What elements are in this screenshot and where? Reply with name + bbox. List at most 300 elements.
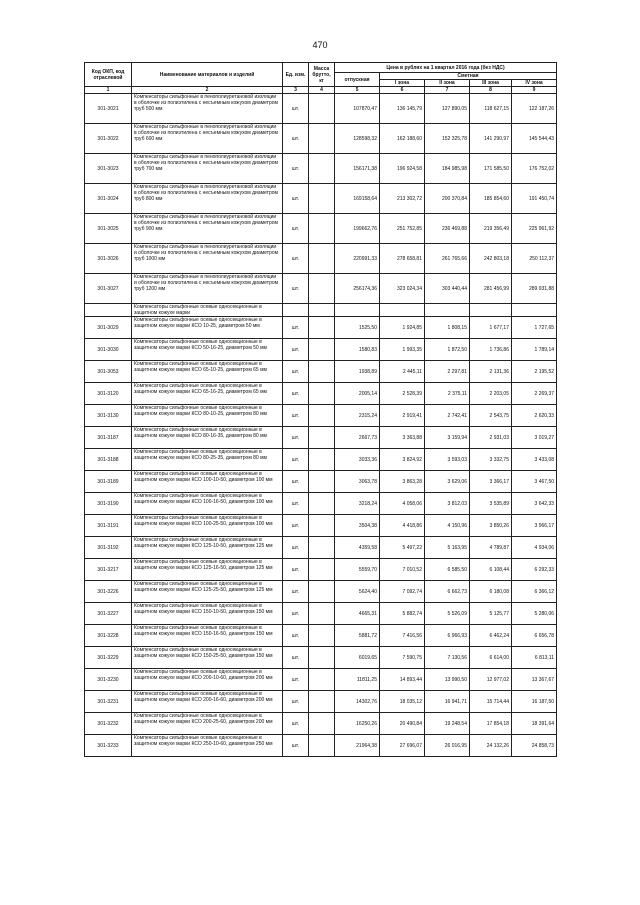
header-unit: Ед. изм. [283, 63, 309, 87]
row-zone4-price: 6 292,33 [512, 559, 557, 581]
row-unit: шт. [283, 244, 309, 274]
row-release-price: 2005,14 [335, 383, 380, 405]
table-row [85, 124, 557, 154]
table-row [85, 603, 557, 625]
row-mass [309, 691, 335, 713]
row-zone4-price: 24 858,73 [512, 735, 557, 757]
row-zone1-price: 18 035,12 [380, 691, 425, 713]
row-name: Компенсаторы сильфонные осевые односекционные в защитном кожухе марки КСО 10-25, диаметром 50 мм [132, 317, 283, 339]
table-row [85, 735, 557, 757]
row-code: 301-3023 [85, 154, 132, 184]
row-release-price: 128598,32 [335, 124, 380, 154]
row-unit: шт. [283, 625, 309, 647]
row-release-price: 2315,24 [335, 405, 380, 427]
row-mass [309, 537, 335, 559]
row-mass [309, 124, 335, 154]
row-mass [309, 669, 335, 691]
row-zone1-price: 3 863,28 [380, 471, 425, 493]
row-mass [309, 383, 335, 405]
row-zone4-price: 145 544,43 [512, 124, 557, 154]
row-mass [309, 94, 335, 124]
table-row [85, 537, 557, 559]
row-unit: шт. [283, 383, 309, 405]
row-mass [309, 559, 335, 581]
row-zone4-price: 3 642,33 [512, 493, 557, 515]
row-name: Компенсаторы сильфонные осевые односекционные в защитном кожухе марки КСО 250-10-60, диаметром 250 мм [132, 735, 283, 757]
price-table-body [85, 94, 557, 757]
row-release-price: 1525,50 [335, 317, 380, 339]
row-code: 301-3025 [85, 214, 132, 244]
row-release-price: 21964,38 [335, 735, 380, 757]
row-zone1-price: 20 490,84 [380, 713, 425, 735]
row-name: Компенсаторы сильфонные в пенополиуретановой изоляции в оболочке из полиэтилена с несъемным кожухом диаметром труб 800 мм [132, 184, 283, 214]
row-zone1-price [380, 304, 425, 317]
row-zone4-price: 191 450,74 [512, 184, 557, 214]
row-zone2-price: 3 812,03 [425, 493, 470, 515]
row-unit: шт. [283, 581, 309, 603]
row-zone4-price: 122 187,26 [512, 94, 557, 124]
row-zone3-price: 24 132,26 [470, 735, 512, 757]
column-index: 3 [283, 87, 309, 94]
row-zone2-price: 261 765,66 [425, 244, 470, 274]
table-row [85, 471, 557, 493]
row-unit: шт. [283, 94, 309, 124]
row-unit: шт. [283, 405, 309, 427]
row-code: 301-3227 [85, 603, 132, 625]
row-unit: шт. [283, 735, 309, 757]
row-code: 301-3029 [85, 317, 132, 339]
table-row [85, 669, 557, 691]
table-row [85, 427, 557, 449]
row-code: 301-3021 [85, 94, 132, 124]
row-code: 301-3229 [85, 647, 132, 669]
row-mass [309, 603, 335, 625]
header-price-group: Цена в рублях на 1 квартал 2016 года (без НДС) [335, 63, 557, 73]
row-unit: шт. [283, 691, 309, 713]
row-mass [309, 154, 335, 184]
row-zone3-price: 17 854,18 [470, 713, 512, 735]
price-table [84, 62, 557, 757]
row-code: 301-3022 [85, 124, 132, 154]
row-unit: шт. [283, 647, 309, 669]
row-unit: шт. [283, 361, 309, 383]
row-name: Компенсаторы сильфонные в пенополиуретановой изоляции в оболочке из полиэтилена с несъемным кожухом диаметром труб 700 мм [132, 154, 283, 184]
row-zone2-price: 152 325,78 [425, 124, 470, 154]
row-zone3-price: 1 736,86 [470, 339, 512, 361]
row-code: 301-3191 [85, 515, 132, 537]
row-unit: шт. [283, 317, 309, 339]
row-zone3-price: 242 803,18 [470, 244, 512, 274]
row-mass [309, 339, 335, 361]
row-name: Компенсаторы сильфонные осевые односекционные в защитном кожухе марки КСО 80-10-25, диаметром 80 мм [132, 405, 283, 427]
row-zone4-price: 3 966,17 [512, 515, 557, 537]
row-code: 301-3188 [85, 449, 132, 471]
header-mass: Масса брутто, кг [309, 63, 335, 87]
row-zone3-price: 15 714,44 [470, 691, 512, 713]
row-zone1-price: 1 993,35 [380, 339, 425, 361]
row-name: Компенсаторы сильфонные осевые односекционные в защитном кожухе марки КСО 80-25-35, диаметром 80 мм [132, 449, 283, 471]
row-release-price: 220991,33 [335, 244, 380, 274]
row-release-price: 256174,36 [335, 274, 380, 304]
row-release-price: 4665,31 [335, 603, 380, 625]
row-zone4-price: 225 961,92 [512, 214, 557, 244]
row-zone3-price: 12 977,02 [470, 669, 512, 691]
row-name: Компенсаторы сильфонные в пенополиуретановой изоляции и оболочке из полиэтилена с несъемным кожухом диаметром труб 1200 мм [132, 274, 283, 304]
row-zone2-price: 13 990,50 [425, 669, 470, 691]
row-zone3-price: 2 543,75 [470, 405, 512, 427]
row-zone1-price: 251 752,85 [380, 214, 425, 244]
row-code: 301-3026 [85, 244, 132, 274]
row-name: Компенсаторы сильфонные осевые односекционные в защитном кожухе марки КСО 150-25-50, диаметром 150 мм [132, 647, 283, 669]
row-code: 301-3053 [85, 361, 132, 383]
row-unit: шт. [283, 471, 309, 493]
header-zone4: IV зона [512, 80, 557, 87]
row-mass [309, 493, 335, 515]
row-unit: шт. [283, 603, 309, 625]
row-mass [309, 274, 335, 304]
table-row [85, 515, 557, 537]
row-unit: шт. [283, 559, 309, 581]
row-zone2-price: 2 742,41 [425, 405, 470, 427]
row-name: Компенсаторы сильфонные осевые односекционные в защитном кожухе марки КСО 65-16-25, диаметром 65 мм [132, 383, 283, 405]
row-code: 301-3230 [85, 669, 132, 691]
row-unit: шт. [283, 184, 309, 214]
row-unit: шт. [283, 274, 309, 304]
row-zone4-price: 3 019,27 [512, 427, 557, 449]
row-name: Компенсаторы сильфонные осевые односекционные в защитном кожухе марки КСО 150-16-50, диаметром 150 мм [132, 625, 283, 647]
row-release-price: 156171,38 [335, 154, 380, 184]
row-release-price: 5881,72 [335, 625, 380, 647]
table-row [85, 647, 557, 669]
row-release-price: 169158,64 [335, 184, 380, 214]
table-row [85, 304, 557, 317]
header-name: Наименование материалов и изделий [132, 63, 283, 87]
table-row [85, 244, 557, 274]
row-zone4-price: 6 813,11 [512, 647, 557, 669]
row-release-price: 16250,26 [335, 713, 380, 735]
column-index: 6 [380, 87, 425, 94]
row-unit: шт. [283, 154, 309, 184]
row-name: Компенсаторы сильфонные осевые односекционные в защитном кожухе марки КСО 100-25-50, диаметром 100 мм [132, 515, 283, 537]
row-zone1-price: 2 528,39 [380, 383, 425, 405]
row-zone4-price: 4 934,06 [512, 537, 557, 559]
row-release-price: 5559,70 [335, 559, 380, 581]
table-row [85, 713, 557, 735]
table-row [85, 449, 557, 471]
table-row [85, 94, 557, 124]
row-zone2-price: 2 297,81 [425, 361, 470, 383]
row-mass [309, 735, 335, 757]
row-zone2-price: 6 966,93 [425, 625, 470, 647]
row-mass [309, 625, 335, 647]
row-zone4-price: 18 391,64 [512, 713, 557, 735]
row-zone1-price: 7 416,56 [380, 625, 425, 647]
table-row [85, 493, 557, 515]
page-number: 470 [312, 40, 328, 50]
row-name: Компенсаторы сильфонные осевые односекционные в защитном кожухе марки КСО 80-16-35, диаметром 80 мм [132, 427, 283, 449]
table-row [85, 625, 557, 647]
row-mass [309, 317, 335, 339]
row-release-price: 1580,83 [335, 339, 380, 361]
row-unit: шт. [283, 713, 309, 735]
row-name: Компенсаторы сильфонные в пенополиуретановой изоляции в оболочке из полиэтилена с несъемным кожухом диаметром труб 900 мм [132, 214, 283, 244]
column-index: 4 [309, 87, 335, 94]
row-zone1-price: 5 497,22 [380, 537, 425, 559]
row-release-price: 107870,47 [335, 94, 380, 124]
row-zone1-price: 2 919,41 [380, 405, 425, 427]
row-release-price: 3218,24 [335, 493, 380, 515]
row-zone3-price: 185 854,60 [470, 184, 512, 214]
row-zone4-price: 13 367,67 [512, 669, 557, 691]
row-zone2-price: 3 593,03 [425, 449, 470, 471]
row-release-price: 2667,73 [335, 427, 380, 449]
row-mass [309, 214, 335, 244]
row-code: 301-3190 [85, 493, 132, 515]
row-zone4-price: 289 931,88 [512, 274, 557, 304]
row-zone2-price: 5 163,95 [425, 537, 470, 559]
row-zone4-price: 16 187,50 [512, 691, 557, 713]
column-index: 8 [470, 87, 512, 94]
row-zone4-price: 2 195,52 [512, 361, 557, 383]
row-zone1-price: 4 418,86 [380, 515, 425, 537]
row-zone1-price: 7 590,75 [380, 647, 425, 669]
row-zone1-price: 136 145,79 [380, 94, 425, 124]
row-name: Компенсаторы сильфонные в пенополиуретановой изоляции в оболочке из полиэтилена с несъемным кожухом диаметром труб 500 мм [132, 94, 283, 124]
row-zone3-price: 5 125,77 [470, 603, 512, 625]
table-row [85, 154, 557, 184]
row-release-price: 3033,36 [335, 449, 380, 471]
row-code: 301-3027 [85, 274, 132, 304]
row-release-price: 6019,65 [335, 647, 380, 669]
row-zone4-price: 3 467,50 [512, 471, 557, 493]
row-zone1-price: 2 445,11 [380, 361, 425, 383]
row-name: Компенсаторы сильфонные осевые односекционные в защитном кожухе марки КСО 125-16-50, диаметром 125 мм [132, 559, 283, 581]
table-row [85, 361, 557, 383]
row-zone3-price: 3 332,75 [470, 449, 512, 471]
row-zone2-price: 184 985,98 [425, 154, 470, 184]
table-row [85, 274, 557, 304]
row-code [85, 304, 132, 317]
row-zone3-price: 118 627,15 [470, 94, 512, 124]
row-code: 301-3130 [85, 405, 132, 427]
row-code: 301-3187 [85, 427, 132, 449]
row-code: 301-3024 [85, 184, 132, 214]
row-zone1-price: 213 302,72 [380, 184, 425, 214]
row-mass [309, 244, 335, 274]
row-zone3-price: 4 789,87 [470, 537, 512, 559]
row-zone4-price: 6 656,78 [512, 625, 557, 647]
row-release-price: 11811,25 [335, 669, 380, 691]
row-zone2-price: 16 941,71 [425, 691, 470, 713]
row-mass [309, 713, 335, 735]
row-zone2-price: 6 585,50 [425, 559, 470, 581]
row-mass [309, 581, 335, 603]
row-name: Компенсаторы сильфонные в пенополиуретановой изоляции и оболочке из полиэтилена с несъемным кожухом диаметром труб 1000 мм [132, 244, 283, 274]
row-zone1-price: 1 924,85 [380, 317, 425, 339]
row-zone3-price: 6 462,24 [470, 625, 512, 647]
row-zone1-price: 3 824,92 [380, 449, 425, 471]
row-zone4-price: 250 112,37 [512, 244, 557, 274]
row-unit: шт. [283, 515, 309, 537]
row-unit: шт. [283, 449, 309, 471]
row-unit: шт. [283, 669, 309, 691]
row-zone3-price: 281 456,99 [470, 274, 512, 304]
table-row [85, 691, 557, 713]
header-estimate: Сметная [380, 73, 557, 80]
table-row [85, 184, 557, 214]
row-zone2-price: 1 808,15 [425, 317, 470, 339]
column-index: 1 [85, 87, 132, 94]
row-zone1-price: 323 024,34 [380, 274, 425, 304]
row-release-price: 5624,40 [335, 581, 380, 603]
row-zone2-price: 7 130,56 [425, 647, 470, 669]
row-release-price: 199662,76 [335, 214, 380, 244]
row-unit: шт. [283, 537, 309, 559]
row-zone2-price [425, 304, 470, 317]
row-code: 301-3226 [85, 581, 132, 603]
row-zone3-price: 2 203,05 [470, 383, 512, 405]
row-mass [309, 515, 335, 537]
row-zone4-price: 1 727,65 [512, 317, 557, 339]
row-zone2-price: 236 469,88 [425, 214, 470, 244]
row-release-price: 3063,78 [335, 471, 380, 493]
row-code: 301-3192 [85, 537, 132, 559]
row-zone3-price: 2 131,36 [470, 361, 512, 383]
row-unit: шт. [283, 124, 309, 154]
row-zone1-price: 162 188,60 [380, 124, 425, 154]
row-zone4-price: 3 433,08 [512, 449, 557, 471]
row-zone2-price: 1 872,50 [425, 339, 470, 361]
row-release-price: 1938,89 [335, 361, 380, 383]
row-zone2-price: 303 440,44 [425, 274, 470, 304]
row-mass [309, 471, 335, 493]
table-row [85, 339, 557, 361]
table-row [85, 559, 557, 581]
row-mass [309, 647, 335, 669]
table-row [85, 214, 557, 244]
row-name: Компенсаторы сильфонные осевые односекционные в защитном кожухе марки КСО 150-10-50, диаметром 150 мм [132, 603, 283, 625]
row-zone2-price: 200 370,84 [425, 184, 470, 214]
row-code: 301-3228 [85, 625, 132, 647]
row-zone1-price: 4 058,06 [380, 493, 425, 515]
row-zone3-price: 1 677,17 [470, 317, 512, 339]
row-code: 301-3120 [85, 383, 132, 405]
row-name: Компенсаторы сильфонные осевые односекционные в защитном кожухе марки КСО 125-10-50, диаметром 125 мм [132, 537, 283, 559]
row-zone4-price [512, 304, 557, 317]
row-zone3-price: 3 535,89 [470, 493, 512, 515]
column-index: 5 [335, 87, 380, 94]
row-code: 301-3232 [85, 713, 132, 735]
row-code: 301-3030 [85, 339, 132, 361]
header-release: отпускная [335, 73, 380, 87]
row-zone1-price: 7 092,74 [380, 581, 425, 603]
row-zone1-price: 278 658,81 [380, 244, 425, 274]
row-zone2-price: 127 890,05 [425, 94, 470, 124]
row-name: Компенсаторы сильфонные осевые односекционные в защитном кожухе марки КСО 200-25-60, диаметром 200 мм [132, 713, 283, 735]
row-name: Компенсаторы сильфонные осевые односекционные в защитном кожухе марки КСО 65-10-25, диаметром 65 мм [132, 361, 283, 383]
row-code: 301-3231 [85, 691, 132, 713]
row-zone1-price: 27 696,07 [380, 735, 425, 757]
row-zone4-price: 6 366,12 [512, 581, 557, 603]
row-mass [309, 304, 335, 317]
row-unit: шт. [283, 214, 309, 244]
row-release-price: 3504,38 [335, 515, 380, 537]
row-name: Компенсаторы сильфонные осевые односекционные в защитном кожухе марки КСО 200-10-60, диаметром 200 мм [132, 669, 283, 691]
row-name: Компенсаторы сильфонные осевые односекционные в защитном кожухе марки КСО 100-10-50, диаметром 100 мм [132, 471, 283, 493]
row-code: 301-3217 [85, 559, 132, 581]
row-mass [309, 449, 335, 471]
column-index: 2 [132, 87, 283, 94]
row-zone4-price: 2 620,33 [512, 405, 557, 427]
row-zone4-price: 176 752,02 [512, 154, 557, 184]
row-name: Компенсаторы сильфонные осевые односекционные в защитном кожухе марки [132, 304, 283, 317]
row-unit: шт. [283, 493, 309, 515]
row-mass [309, 361, 335, 383]
row-code: 301-3233 [85, 735, 132, 757]
row-zone3-price: 6 614,00 [470, 647, 512, 669]
row-zone3-price: 6 108,44 [470, 559, 512, 581]
row-release-price: 14302,76 [335, 691, 380, 713]
row-zone4-price: 5 280,06 [512, 603, 557, 625]
table-row [85, 405, 557, 427]
table-row [85, 383, 557, 405]
column-index: 7 [425, 87, 470, 94]
row-code: 301-3189 [85, 471, 132, 493]
row-zone1-price: 196 924,58 [380, 154, 425, 184]
row-zone2-price: 6 662,73 [425, 581, 470, 603]
table-row [85, 317, 557, 339]
row-zone3-price: 6 180,08 [470, 581, 512, 603]
row-zone2-price: 2 375,11 [425, 383, 470, 405]
row-release-price [335, 304, 380, 317]
row-unit: шт. [283, 427, 309, 449]
row-name: Компенсаторы сильфонные осевые односекционные в защитном кожухе марки КСО 50-16-25, диаметром 50 мм [132, 339, 283, 361]
row-mass [309, 184, 335, 214]
row-mass [309, 405, 335, 427]
row-zone3-price: 141 290,97 [470, 124, 512, 154]
row-zone4-price: 2 269,37 [512, 383, 557, 405]
header-code: Код ОКП, код отраслевой [85, 63, 132, 87]
row-zone3-price: 3 850,26 [470, 515, 512, 537]
header-zone2: II зона [425, 80, 470, 87]
row-zone3-price: 2 931,03 [470, 427, 512, 449]
header-zone3: III зона [470, 80, 512, 87]
row-release-price: 4359,58 [335, 537, 380, 559]
row-zone1-price: 14 893,44 [380, 669, 425, 691]
row-zone4-price: 1 789,14 [512, 339, 557, 361]
row-zone2-price: 5 526,09 [425, 603, 470, 625]
row-name: Компенсаторы сильфонные осевые односекционные в защитном кожухе марки КСО 100-16-50, диаметром 100 мм [132, 493, 283, 515]
row-zone2-price: 4 150,96 [425, 515, 470, 537]
row-zone2-price: 3 159,94 [425, 427, 470, 449]
row-zone3-price: 3 366,17 [470, 471, 512, 493]
header-zone1: I зона [380, 80, 425, 87]
row-zone1-price: 7 010,52 [380, 559, 425, 581]
column-index: 9 [512, 87, 557, 94]
row-name: Компенсаторы сильфонные осевые односекционные в защитном кожухе марки КСО 125-25-50, диаметром 125 мм [132, 581, 283, 603]
row-name: Компенсаторы сильфонные в пенополиуретановой изоляции в оболочке из полиэтилена с несъемным кожухом диаметром труб 600 мм [132, 124, 283, 154]
row-zone2-price: 26 016,95 [425, 735, 470, 757]
row-zone3-price: 219 356,49 [470, 214, 512, 244]
row-mass [309, 427, 335, 449]
table-row [85, 581, 557, 603]
row-name: Компенсаторы сильфонные осевые односекционные в защитном кожухе марки КСО 200-16-60, диаметром 200 мм [132, 691, 283, 713]
row-zone1-price: 5 882,74 [380, 603, 425, 625]
row-zone3-price [470, 304, 512, 317]
row-unit [283, 304, 309, 317]
row-zone2-price: 19 248,54 [425, 713, 470, 735]
row-zone3-price: 171 585,50 [470, 154, 512, 184]
